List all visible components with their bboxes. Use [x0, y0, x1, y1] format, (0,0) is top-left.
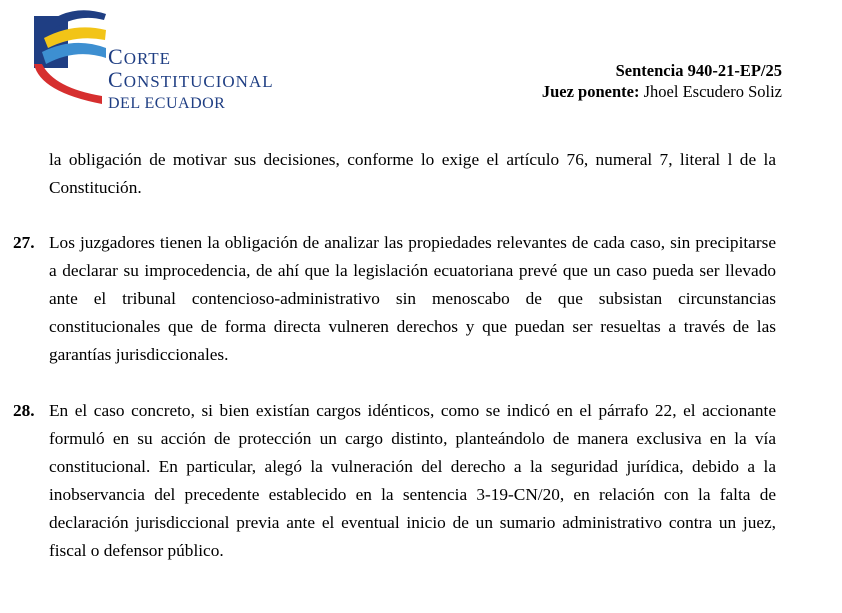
- paragraph-27: Los juzgadores tienen la obligación de analizar las propiedades relevantes de cada caso, sin precipitarse a declarar su improcedencia, de ahí que la legislación ecuatoriana prevé que un caso pueda ser llevado ante el tribunal contencioso-administrativo sin menoscabo de que subsistan circunstancias constitucionales que de forma directa vulneren derechos y que puedan ser resueltas a través de las garantías jurisdiccionales.: [49, 233, 776, 364]
- paragraph-number: 28.: [13, 401, 35, 420]
- logo-line1-rest: ORTE: [123, 49, 172, 68]
- paragraph-number: 27.: [13, 233, 35, 252]
- court-name: [108, 46, 274, 114]
- paragraph-continuation: la obligación de motivar sus decisiones, conforme lo exige el artículo 76, numeral 7, literal l de la Constitución.: [49, 150, 776, 197]
- case-number: Sentencia 940-21-EP/25: [615, 61, 782, 80]
- logo-line1-initial: C: [108, 44, 124, 69]
- paragraph-28: En el caso concreto, si bien existían cargos idénticos, como se indicó en el párrafo 22, el accionante formuló en su acción de protección un cargo distinto, planteándolo de manera exclusiva en la vía constitucional. En particular, alegó la vulneración del derecho a la seguridad jurídica, debido a la inobservancia del precedente establecido en la sentencia 3-19-CN/20, en relación con la falta de declaración jurisdiccional previa ante el eventual inicio de un sumario administrativo contra un juez, fiscal o defensor público.: [49, 401, 776, 560]
- logo-line2-rest: ONSTITUCIONAL: [123, 72, 274, 91]
- court-logo: [30, 8, 310, 112]
- case-reference: [542, 60, 782, 102]
- logo-line2-initial: C: [108, 67, 124, 92]
- logo-line3: DEL ECUADOR: [108, 95, 226, 112]
- judge-name: Jhoel Escudero Soliz: [643, 82, 782, 101]
- judge-label: Juez ponente:: [541, 82, 640, 101]
